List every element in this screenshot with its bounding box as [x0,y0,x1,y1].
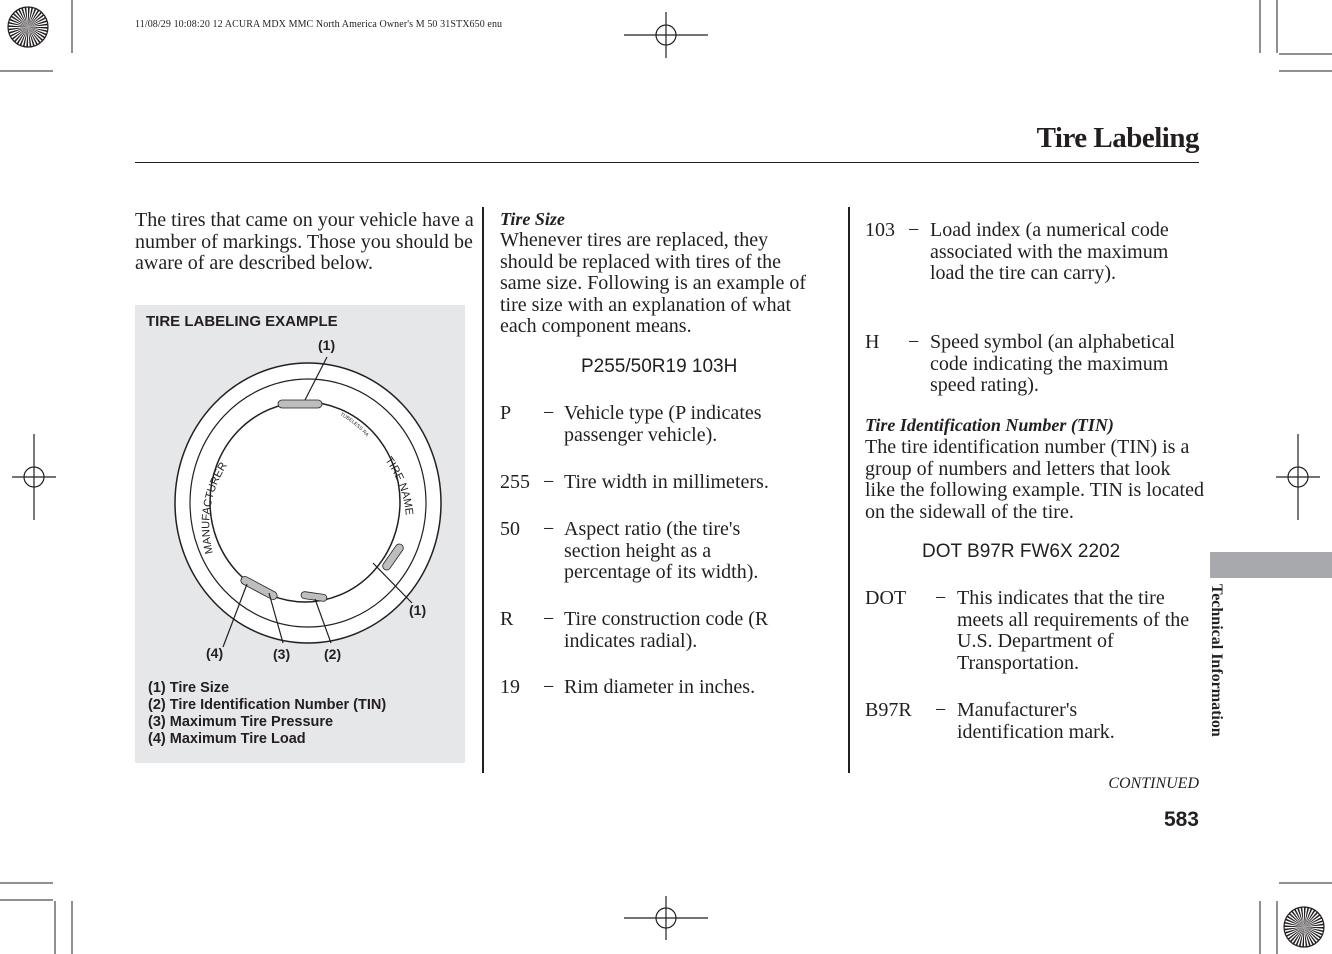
tire-size-marking-top [278,400,322,408]
item-description: Tire construction code (R indicates radial). [564,608,769,652]
tire-rim-opening [210,402,400,602]
item-dash: − [543,471,555,493]
callout-1-top: (1) [318,337,336,353]
print-header: 11/08/29 10:08:20 12 ACURA MDX MMC North America Owner's M 50 31STX650 enu [135,19,503,30]
item-code: B97R [865,699,912,721]
item-dash: − [908,219,920,241]
item-code: 103 [865,219,895,241]
callout-2: (2) [324,646,342,662]
legend-item: (3) Maximum Tire Pressure [148,714,334,730]
page-title: Tire Labeling [1036,122,1199,154]
column-divider [482,207,484,773]
legend-item: (2) Tire Identification Number (TIN) [148,697,387,713]
section-tab [1210,552,1332,578]
column-divider [848,207,850,773]
sidewall-manufacturer-text: MANUFACTURER [200,460,230,556]
continued-label: CONTINUED [1108,775,1199,792]
title-rule [135,162,1199,163]
tin-example: DOT B97R FW6X 2202 [922,541,1121,562]
item-dash: − [543,402,555,424]
figure-legend [148,680,386,748]
tire-size-example: P255/50R19 103H [581,356,738,377]
item-description: This indicates that the tire meets all requirements of the U.S. Department of Transportation. [957,587,1190,674]
item-dash: − [543,608,555,630]
callout-1-right: (1) [409,602,427,618]
item-dash: − [935,699,947,721]
page-number: 583 [1163,808,1199,831]
intro-paragraph: The tires that came on your vehicle have a number of markings. Those you should be aware of are described below. [135,209,474,274]
item-dash: − [543,518,555,540]
item-description: Manufacturer's identification mark. [957,699,1115,743]
item-dash: − [935,587,947,609]
item-description: Tire width in millimeters. [564,471,769,493]
item-code: P [500,402,512,424]
item-code: R [500,608,514,630]
item-dash: − [543,676,555,698]
registration-starburst [1284,907,1324,947]
item-code: H [865,331,880,353]
item-code: 19 [500,676,520,698]
legend-item: (1) Tire Size [148,680,230,696]
item-code: 50 [500,518,520,540]
legend-item: (4) Maximum Tire Load [148,731,306,747]
callout-3: (3) [273,646,291,662]
callout-4: (4) [206,645,224,661]
item-description: Load index (a numerical code associated with the maximum load the tire can carry). [930,219,1169,284]
tire-size-heading: Tire Size [500,209,565,229]
item-code: 255 [500,471,530,493]
item-code: DOT [865,587,907,609]
tin-heading: Tire Identification Number (TIN) [865,415,1114,435]
sidewall-tubeless-radial-text: TUBELESS RA [338,411,370,439]
item-description: Aspect ratio (the tire's section height as a percentage of its width). [564,518,759,583]
item-description: Rim diameter in inches. [564,676,756,698]
tin-body: The tire identification number (TIN) is a group of numbers and letters that look like the following example. TIN is located on the sidewall of the tire. [865,436,1204,523]
item-description: Speed symbol (an alphabetical code indicating the maximum speed rating). [930,331,1175,396]
item-description: Vehicle type (P indicates passenger vehicle). [564,402,762,446]
tire-size-body: Whenever tires are replaced, they should be replaced with tires of the same size. Following is an example of tire size with an explanation of what each component means. [500,229,807,337]
registration-starburst [8,7,48,47]
figure-title: TIRE LABELING EXAMPLE [146,313,338,330]
item-dash: − [908,331,920,353]
sidewall-tire-name-text: TIRE NAME [382,454,415,516]
section-tab-label: Technical Information [1208,584,1225,737]
